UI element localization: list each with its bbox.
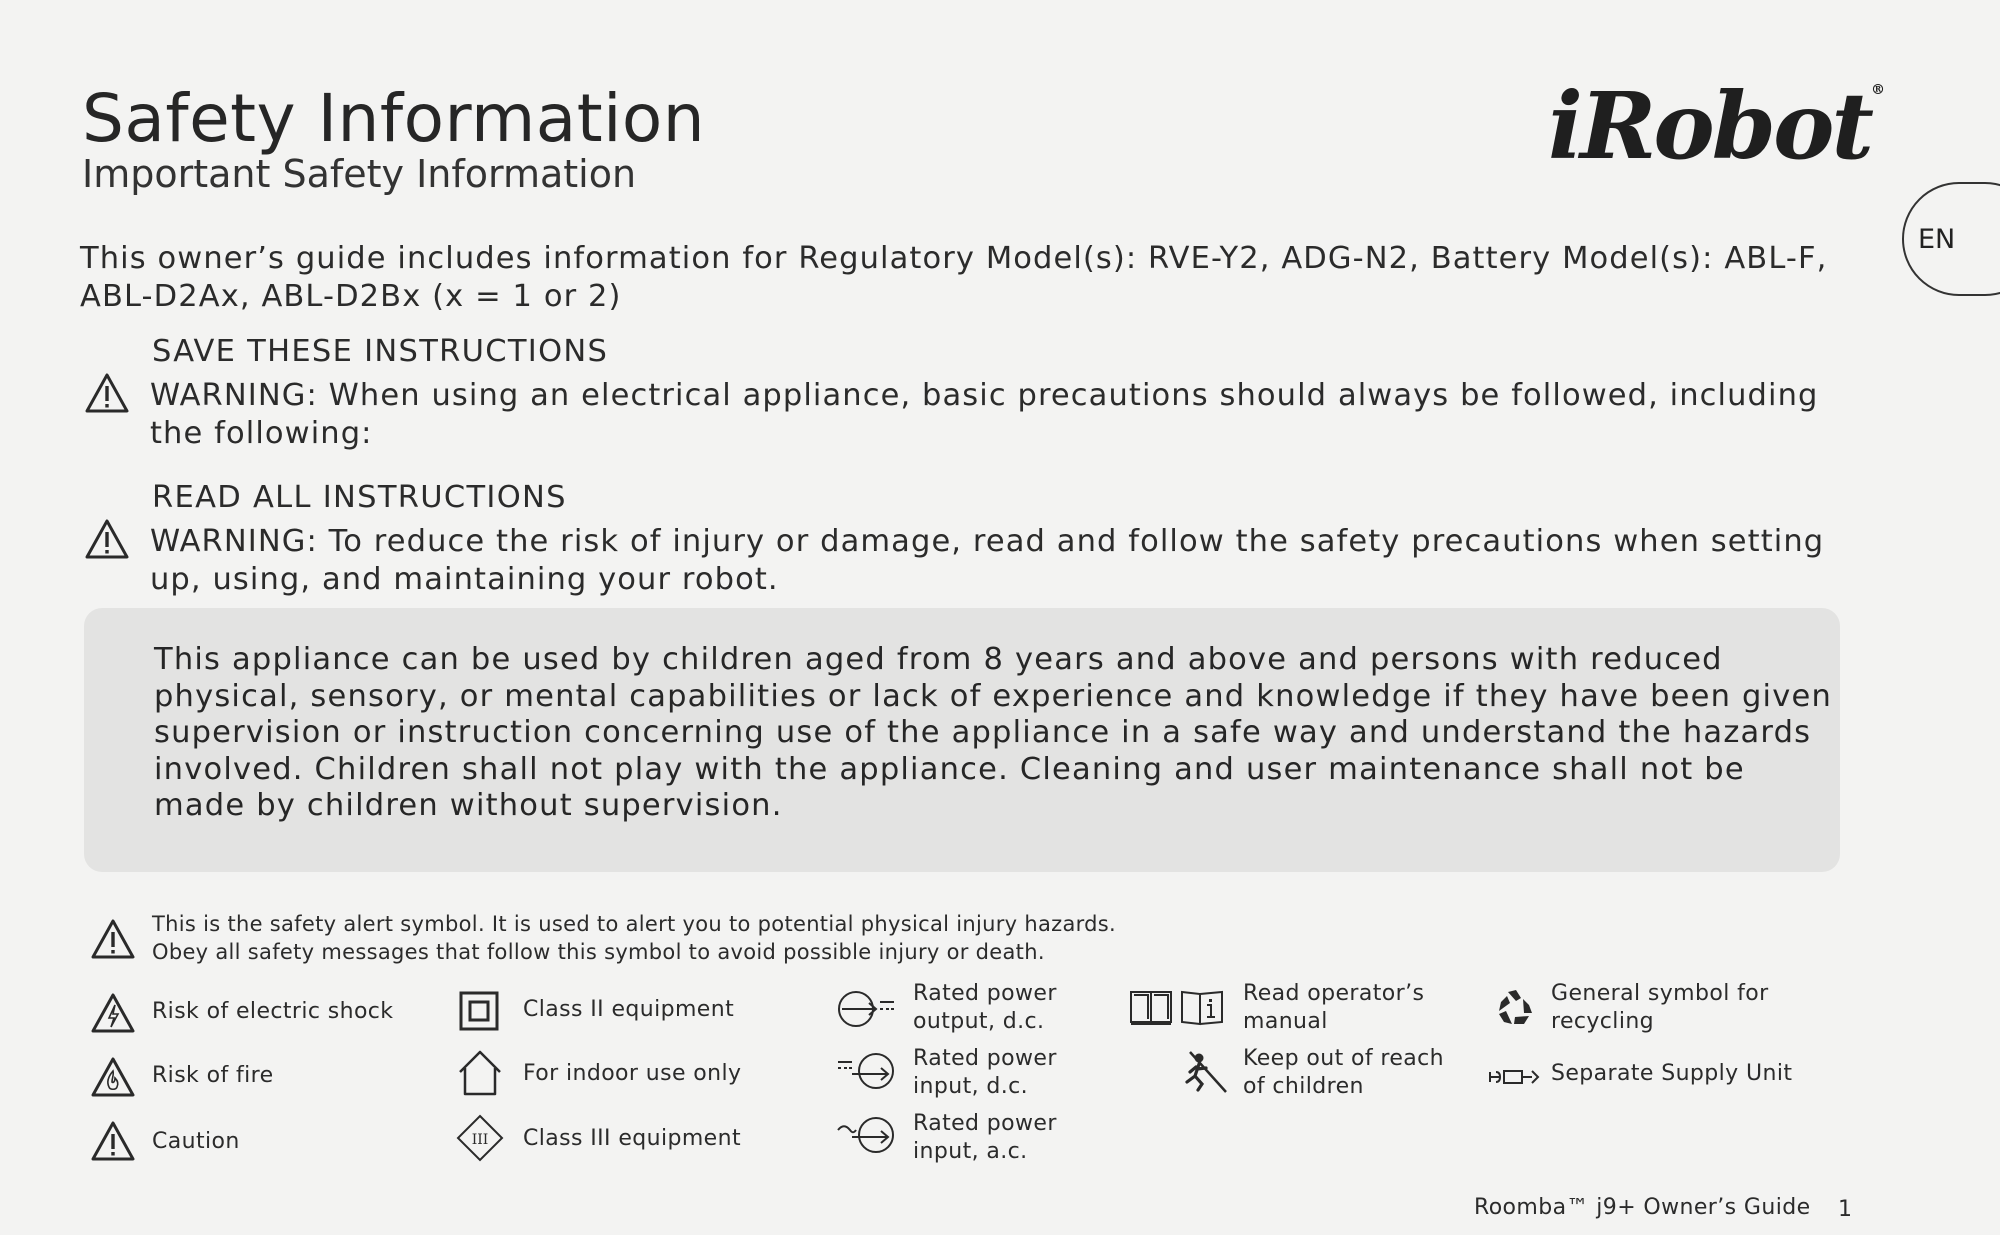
rated-input-ac-line: Rated power — [913, 1111, 1057, 1136]
brand-logo — [1548, 72, 1885, 180]
warning-line: up, using, and maintaining your robot. — [150, 562, 779, 597]
supply-unit-label: Separate Supply Unit — [1551, 1061, 1793, 1086]
recycling-icon — [1494, 986, 1538, 1030]
page-title: Safety Information — [82, 80, 706, 157]
operator-manual-line: Read operator’s — [1243, 981, 1425, 1006]
recycling-line: recycling — [1551, 1009, 1655, 1034]
keep-out-of-reach-line: of children — [1243, 1074, 1364, 1099]
keep-out-of-reach-label — [1243, 1045, 1444, 1101]
electric-shock-icon — [90, 992, 136, 1034]
recycling-label — [1551, 980, 1769, 1036]
warning-text — [150, 377, 1850, 453]
page-subtitle: Important Safety Information — [82, 152, 637, 196]
class2-equipment-icon — [458, 990, 500, 1032]
language-tab-label: EN — [1918, 224, 1956, 255]
children-notice-text: This appliance can be used by children aged from 8 years and above and persons with reduced physical, sensory, or mental capabilities or lack of experience and knowledge if they have been given supervision or instruction concerning use of the appliance in a safe way and understand the hazards involved. Children shall not play with the appliance. Cleaning and user maintenance shall not be made by children without supervision. — [154, 642, 1832, 823]
warning-text — [150, 523, 1850, 599]
rated-output-dc-label — [913, 980, 1057, 1036]
electric-shock-label: Risk of electric shock — [152, 999, 394, 1024]
read-instructions-heading: READ ALL INSTRUCTIONS — [152, 480, 567, 515]
class3-equipment-icon — [456, 1114, 504, 1162]
operator-manual-icon — [1128, 986, 1228, 1028]
rated-input-ac-line: input, a.c. — [913, 1139, 1028, 1164]
safety-alert-icon — [90, 918, 136, 960]
safety-alert-description — [152, 910, 1116, 966]
rated-input-ac-label — [913, 1110, 1057, 1166]
operator-manual-line: manual — [1243, 1009, 1328, 1034]
page-number: 1 — [1838, 1197, 1852, 1222]
rated-output-dc-line: Rated power — [913, 981, 1057, 1006]
safety-alert-line: Obey all safety messages that follow this symbol to avoid possible injury or death. — [152, 940, 1045, 964]
indoor-use-icon — [456, 1048, 504, 1098]
warning-icon — [84, 372, 130, 414]
warning-icon — [84, 518, 130, 560]
rated-output-dc-icon — [836, 988, 896, 1030]
intro-text: This owner’s guide includes information for Regulatory Model(s): RVE-Y2, ADG-N2, Battery Model(s): ABL-F, ABL-D2Ax, ABL-D2Bx (x = 1 or 2) — [80, 241, 1828, 314]
registered-mark: ® — [1870, 82, 1885, 98]
warning-line: WARNING: When using an electrical appliance, basic precautions should always be followed, including — [150, 378, 1819, 413]
indoor-use-label: For indoor use only — [523, 1061, 742, 1086]
keep-out-of-reach-icon — [1182, 1048, 1230, 1094]
rated-input-dc-line: Rated power — [913, 1046, 1057, 1071]
fire-risk-icon — [90, 1056, 136, 1098]
logo-text: iRobot — [1548, 72, 1871, 180]
children-notice-box — [84, 608, 1840, 872]
rated-input-dc-label — [913, 1045, 1057, 1101]
guide-title: Roomba™ j9+ Owner’s Guide — [1474, 1195, 1811, 1220]
safety-alert-line: This is the safety alert symbol. It is used to alert you to potential physical injury hazards. — [152, 912, 1117, 936]
fire-risk-label: Risk of fire — [152, 1063, 274, 1088]
rated-input-dc-icon — [836, 1050, 896, 1092]
rated-output-dc-line: output, d.c. — [913, 1009, 1045, 1034]
rated-input-ac-icon — [836, 1114, 896, 1156]
save-instructions-heading: SAVE THESE INSTRUCTIONS — [152, 334, 609, 369]
rated-input-dc-line: input, d.c. — [913, 1074, 1029, 1099]
class2-equipment-label: Class II equipment — [523, 997, 735, 1022]
warning-line: the following: — [150, 416, 373, 451]
caution-label: Caution — [152, 1129, 240, 1154]
warning-line: WARNING: To reduce the risk of injury or damage, read and follow the safety precautions when setting — [150, 524, 1825, 559]
language-tab — [1902, 182, 2000, 296]
recycling-line: General symbol for — [1551, 981, 1769, 1006]
caution-icon — [90, 1120, 136, 1162]
operator-manual-label — [1243, 980, 1424, 1036]
keep-out-of-reach-line: Keep out of reach — [1243, 1046, 1444, 1071]
supply-unit-icon — [1488, 1066, 1542, 1088]
class3-equipment-label: Class III equipment — [523, 1126, 741, 1151]
class3-glyph: III — [471, 1132, 489, 1148]
